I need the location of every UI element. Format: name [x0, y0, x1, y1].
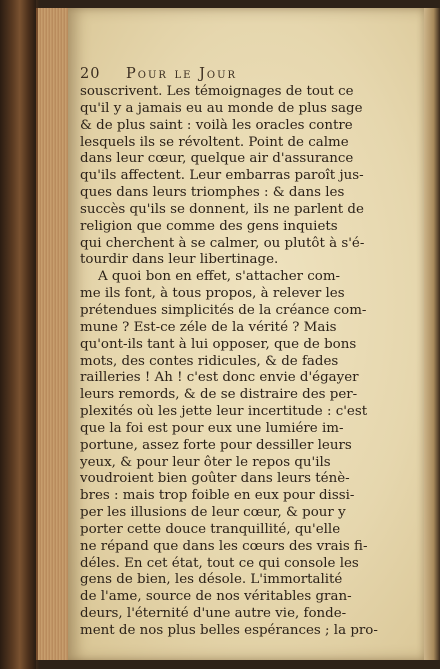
text-line: plexités où les jette leur incertitude : c'est — [80, 404, 368, 420]
text-line: souscrivent. Les témoignages de tout ce — [80, 84, 354, 99]
body-text — [80, 84, 400, 640]
running-title: Pour le Jour — [126, 66, 238, 82]
text-line: per les illusions de leur cœur, & pour y — [80, 505, 346, 521]
text-line: yeux, & pour leur ôter le repos qu'ils — [80, 454, 331, 470]
page-number: 20 — [80, 66, 101, 82]
text-line: me ils font, à tous propos, à relever les — [80, 286, 345, 302]
text-line: tourdir dans leur libertinage. — [80, 252, 279, 268]
text-line: qu'ont-ils tant à lui opposer, que de bons — [80, 336, 357, 352]
text-line: voudroient bien goûter dans leurs ténè- — [80, 471, 350, 487]
text-line: deurs, l'éternité d'une autre vie, fonde- — [80, 606, 347, 622]
text-line: mune ? Est-ce zéle de la vérité ? Mais — [80, 319, 337, 335]
text-line: porter cette douce tranquillité, qu'elle — [80, 521, 341, 537]
running-head — [80, 66, 400, 86]
text-line: déles. En cet état, tout ce qui console les — [80, 555, 359, 571]
text-line: leurs remords, & de se distraire des per- — [80, 387, 358, 403]
text-line: que la foi est pour eux une lumiére im- — [80, 420, 344, 436]
text-line: bres : mais trop foible en eux pour dissi- — [80, 488, 355, 504]
text-line: succès qu'ils se donnent, ils ne parlent de — [80, 201, 364, 217]
text-line: de l'ame, source de nos véritables gran- — [80, 589, 352, 605]
text-line: qui cherchent à se calmer, ou plutôt à s'é- — [80, 235, 365, 251]
text-line: ques dans leurs triomphes : & dans les — [80, 185, 345, 201]
paragraph-start-line: A quoi bon en effet, s'attacher com- — [98, 269, 341, 285]
text-line: dans leur cœur, quelque air d'assurance — [80, 151, 354, 167]
text-line: & de plus saint : voilà les oracles contre — [80, 117, 353, 133]
fore-edge — [424, 8, 440, 660]
text-line: lesquels ils se révoltent. Point de calme — [80, 134, 349, 150]
book-spine — [0, 0, 36, 669]
text-line: prétendues simplicités de la créance com- — [80, 302, 367, 318]
text-line: religion que comme des gens inquiets — [80, 218, 338, 234]
text-line: gens de bien, les désole. L'immortalité — [80, 572, 343, 588]
text-line: portune, assez forte pour dessiller leurs — [80, 437, 352, 453]
text-line: ne répand que dans les cœurs des vrais fi- — [80, 538, 368, 554]
text-line: railleries ! Ah ! c'est donc envie d'égayer — [80, 370, 359, 386]
page-edges — [36, 8, 72, 660]
text-line: ment de nos plus belles espérances ; la pro- — [80, 623, 378, 638]
text-line: qu'ils affectent. Leur embarras paroît jus- — [80, 168, 364, 184]
text-line: mots, des contes ridicules, & de fades — [80, 353, 339, 369]
text-line: qu'il y a jamais eu au monde de plus sage — [80, 100, 363, 116]
